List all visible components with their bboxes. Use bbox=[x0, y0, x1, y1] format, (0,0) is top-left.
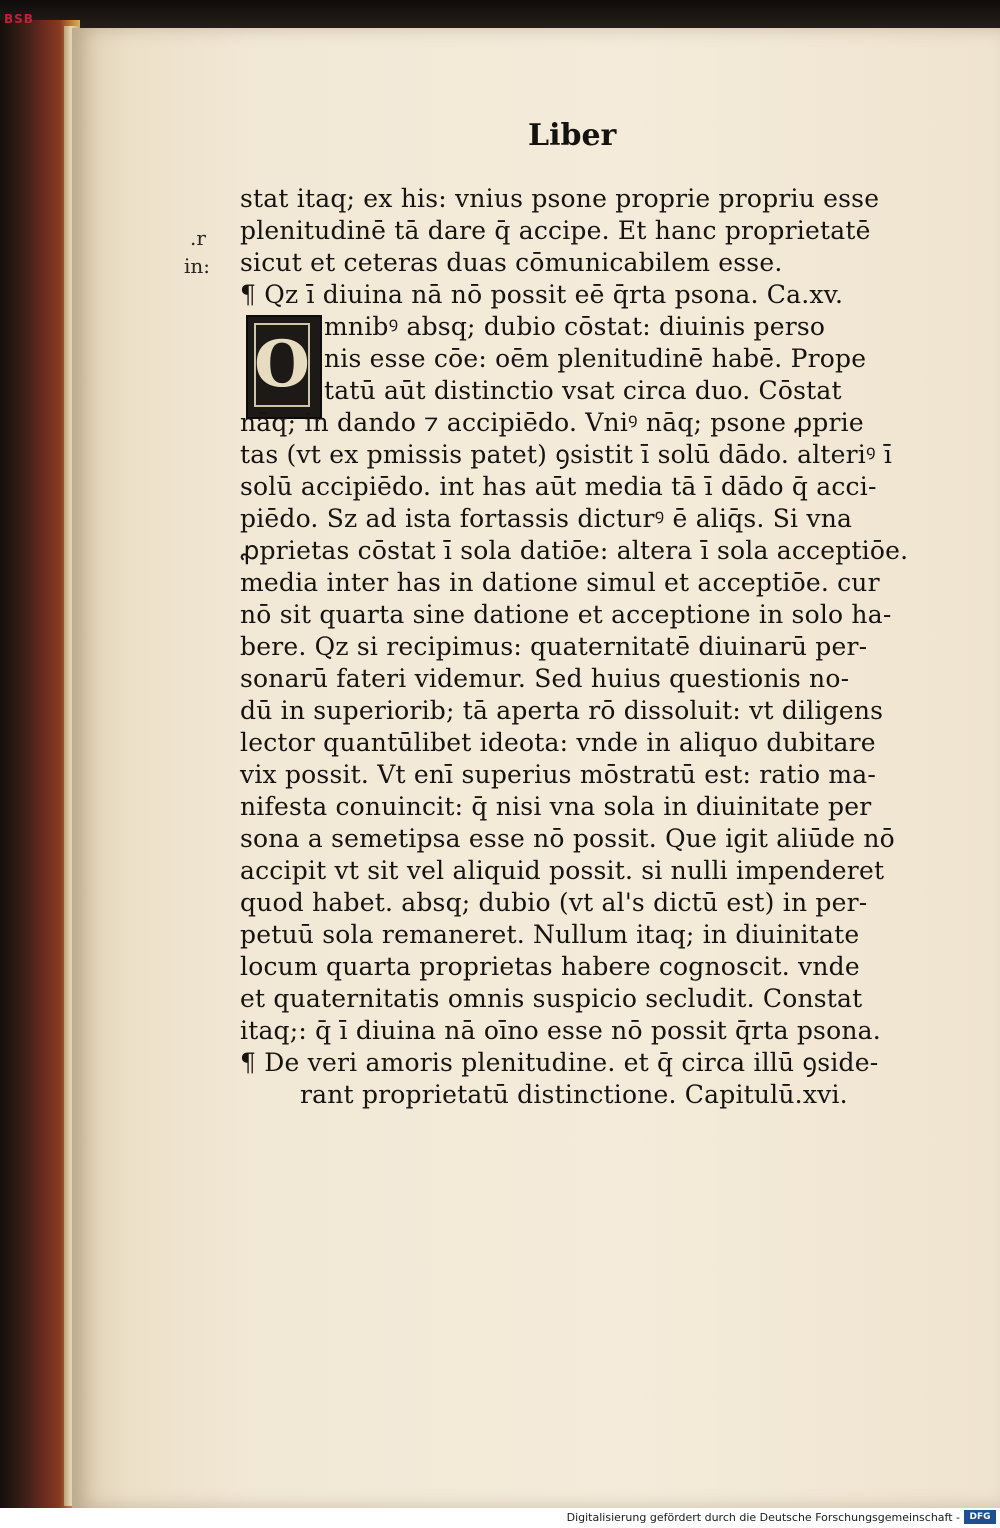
text-line: vix possit. Vt enī superius mōstratū est: ratio ma- bbox=[240, 760, 877, 789]
text-line: ꝓprietas cōstat ī sola datiōe: altera ī sola acceptiōe. bbox=[240, 536, 909, 565]
text-line: petuū sola remaneret. Nullum itaq; in diuinitate bbox=[240, 920, 860, 949]
chapter-heading: ¶ De veri amoris plenitudine. et q̄ circa illū ꝯside- bbox=[240, 1048, 879, 1077]
decorated-initial bbox=[246, 315, 322, 419]
margin-note: .r bbox=[190, 226, 206, 250]
text-line: bere. Qz si recipimus: quaternitatē diuinarū per- bbox=[240, 632, 868, 661]
margin-note: in: bbox=[184, 254, 211, 278]
library-mark: BSB bbox=[4, 12, 34, 26]
funding-credit: Digitalisierung gefördert durch die Deutsche Forschungsgemeinschaft - bbox=[566, 1511, 960, 1524]
text-line: mnibꝰ absq; dubio cōstat: diuinis perso bbox=[324, 312, 826, 341]
text-line: tas (vt ex pmissis patet) ꝯsistit ī solū dādo. alteriꝰ ī bbox=[240, 440, 893, 469]
text-line: sona a semetipsa esse nō possit. Que igit aliūde nō bbox=[240, 824, 895, 853]
text-line: media inter has in datione simul et acceptiōe. cur bbox=[240, 568, 880, 597]
text-line: nis esse cōe: oēm plenitudinē habē. Prope bbox=[324, 344, 867, 373]
chapter-heading: rant proprietatū distinctione. Capitulū.xvi. bbox=[300, 1080, 848, 1109]
running-head: Liber bbox=[528, 118, 617, 153]
dfg-logo: DFG bbox=[964, 1510, 996, 1524]
text-line: dū in superiorib; tā aperta rō dissoluit: vt diligens bbox=[240, 696, 884, 725]
text-line: quod habet. absq; dubio (vt al's dictū est) in per- bbox=[240, 888, 868, 917]
text-line: nāq; in dando ⁊ accipiēdo. Vniꝰ nāq; psone ꝓprie bbox=[240, 408, 864, 437]
text-line: sicut et ceteras duas cōmunicabilem esse. bbox=[240, 248, 783, 277]
text-line: locum quarta proprietas habere cognoscit. vnde bbox=[240, 952, 860, 981]
text-line: itaq;: q̄ ī diuina nā oīno esse nō possit q̄rta psona. bbox=[240, 1016, 881, 1045]
text-line: tatū aūt distinctio vsat circa duo. Cōstat bbox=[324, 376, 842, 405]
text-line: stat itaq; ex his: vnius psone proprie propriu esse bbox=[240, 184, 880, 213]
text-line: piēdo. Sz ad ista fortassis dicturꝰ ē aliq̄s. Si vna bbox=[240, 504, 853, 533]
text-line: solū accipiēdo. int has aūt media tā ī dādo q̄ acci- bbox=[240, 472, 877, 501]
text-line: nō sit quarta sine datione et acceptione in solo ha- bbox=[240, 600, 892, 629]
text-line: accipit vt sit vel aliquid possit. si nulli impenderet bbox=[240, 856, 885, 885]
text-line: nifesta conuincit: q̄ nisi vna sola in diuinitate per bbox=[240, 792, 872, 821]
text-line: lector quantūlibet ideota: vnde in aliquo dubitare bbox=[240, 728, 876, 757]
initial-letter: O bbox=[254, 327, 310, 402]
text-line: sonarū fateri videmur. Sed huius questionis no- bbox=[240, 664, 850, 693]
text-line: plenitudinē tā dare q̄ accipe. Et hanc proprietatē bbox=[240, 216, 871, 245]
text-line: et quaternitatis omnis suspicio secludit. Constat bbox=[240, 984, 863, 1013]
chapter-heading: ¶ Qz ī diuina nā nō possit eē q̄rta psona. Ca.xv. bbox=[240, 280, 844, 309]
